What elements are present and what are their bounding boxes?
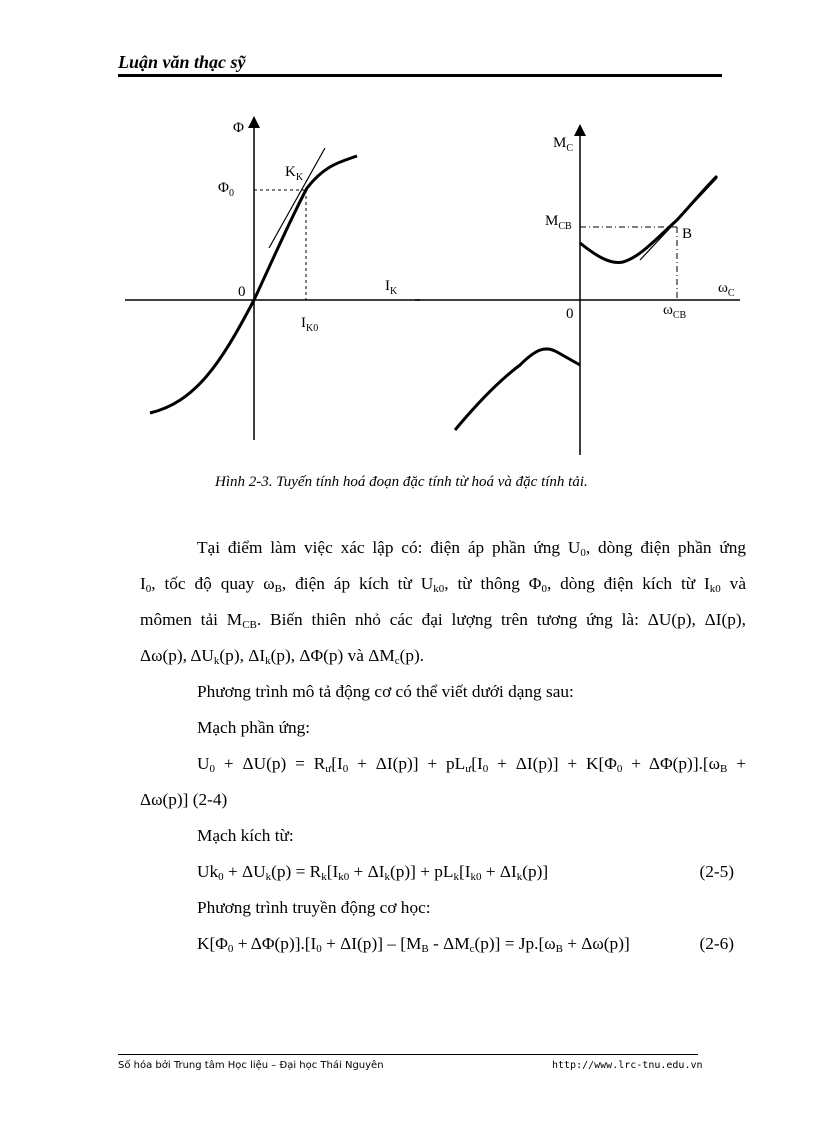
left-origin-label: 0 [238, 284, 246, 300]
paragraph-1-line-2: $I_0$, tốc độ quay $\omega_B$, điện áp kích từ $U_{k0}$, từ thông $\Phi_0$, dòng điện kích từ $I_{k0}$ và [140, 574, 746, 595]
right-point-label-b: B [682, 226, 693, 242]
left-x-axis-label: $I_K$ [385, 278, 398, 297]
paragraph-2: Phương trình mô tả động cơ có thể viết dưới dạng sau: [197, 682, 574, 701]
right-x-tick-wcb: $\omega_{CB}$ [663, 302, 687, 321]
left-y-tick-phi0: $\Phi_0$ [218, 180, 234, 199]
left-plot-magnetization [125, 120, 420, 440]
paragraph-3: Mạch phần ứng: [197, 718, 311, 737]
paragraph-4: Mạch kích từ: [197, 826, 294, 845]
paragraph-1-line-1: Tại điểm làm việc xác lập có: điện áp phần ứng $U_0$, dòng điện phần ứng [197, 538, 746, 559]
right-load-curve-lower [455, 349, 580, 430]
equation-2-6: $K[\Phi_0 + \Delta\Phi(p)].[I_0 + \Delta I(p)] - [M_B - \Delta M_c(p)] = Jp.[\omega_B + \Delta\omega(p)]$ (2-6) [140, 926, 746, 962]
footer-url-link[interactable]: http://www.lrc-tnu.edu.vn [552, 1060, 703, 1071]
figure-magnetization-load [125, 110, 745, 465]
equation-2-4-line-1: $U_0 + \Delta U(p) = R_ư[I_0 + \Delta I(p)] + pL_ư[I_0 + \Delta I(p)] + K[\Phi_0 + \Delta\Phi(p)].[\omega_B$ + [197, 754, 746, 775]
right-y-tick-mcb: $M_{CB}$ [545, 213, 572, 232]
equation-2-5-number: (2-5) [699, 862, 734, 881]
left-point-label-kk: $K_K$ [285, 164, 304, 183]
paragraph-1-line-4: Δω(p), $\Delta U_k(p)$, $\Delta I_k(p)$, ΔΦ(p) và $\Delta M_c(p)$. [140, 646, 425, 667]
equation-2-4-line-2: Δω(p)] (2-4) [140, 790, 228, 809]
body-text [140, 530, 746, 962]
left-tangent-line [269, 148, 325, 248]
left-y-axis-label: Φ [233, 120, 244, 136]
right-origin-label: 0 [566, 306, 574, 322]
paragraph-1-line-3: mômen tải $M_{CB}$. Biến thiên nhỏ các đại lượng trên tương ứng là: ΔU(p), ΔI(p), [140, 610, 747, 631]
equation-2-5: $Uk_0 + \Delta U_k(p) = R_k[I_{k0} + \Delta I_k(p)] + pL_k[I_{k0} + \Delta I_k(p)]$ (2-5) [140, 854, 746, 890]
figure-caption: Hình 2-3. Tuyến tính hoá đoạn đặc tính từ hoá và đặc tính tải. [215, 474, 588, 490]
equation-2-6-number: (2-6) [699, 934, 734, 953]
paragraph-5: Phương trình truyền động cơ học: [197, 898, 431, 917]
right-load-curve-upper [580, 176, 717, 263]
page-header-title: Luận văn thạc sỹ [118, 52, 246, 72]
footer-rule [118, 1054, 698, 1055]
right-x-axis-label: $\omega_C$ [718, 280, 735, 299]
right-tangent-line [640, 178, 717, 260]
right-plot-load [415, 130, 740, 455]
footer-source: Số hóa bởi Trung tâm Học liệu – Đại học Thái Nguyên [118, 1060, 384, 1071]
header-rule [118, 74, 722, 77]
right-y-axis-label: $M_C$ [553, 135, 574, 154]
left-x-tick-ik0: $I_{K0}$ [301, 315, 319, 334]
